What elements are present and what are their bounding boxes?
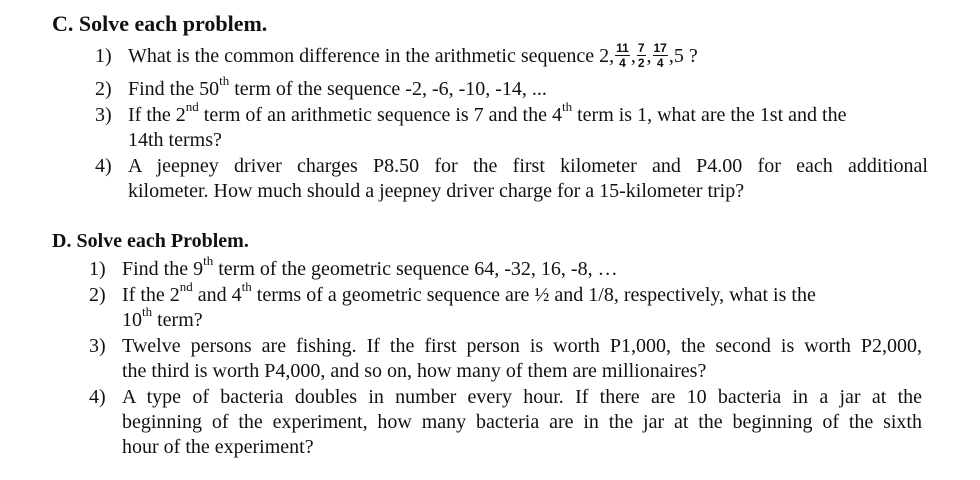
fraction [615, 42, 630, 69]
problem-text-segment: Find the 50 [128, 78, 220, 100]
problem-text [122, 385, 922, 460]
problem-text-line: Twelve persons are fishing. If the first person is worth P1,000, the second is worth P2,000, [122, 335, 922, 357]
problem-text-segment: What is the common difference in the arithmetic sequence 2, [128, 45, 615, 68]
fraction-numerator: 7 [637, 41, 645, 55]
problem-text-segment: term? [152, 309, 203, 331]
problem-text-segment: 14th terms? [128, 129, 222, 151]
problem-text [122, 279, 922, 333]
fraction [637, 42, 646, 69]
problem-number: 4) [95, 155, 112, 177]
problem-number: 3) [95, 104, 112, 126]
problem-text [128, 154, 928, 204]
problem-text-segment: ,5 ? [668, 45, 698, 68]
problem-d2 [89, 279, 922, 333]
problem-number: 2) [89, 284, 106, 306]
fraction-denominator: 4 [619, 56, 626, 70]
problem-text-segment: If the 2 [128, 104, 186, 126]
problem-text-segment: terms of a geometric sequence are ½ and 1/8, respectively, what is the [251, 284, 816, 306]
problem-number: 1) [95, 45, 112, 67]
fraction-numerator: 17 [653, 41, 667, 55]
ordinal-suffix: th [219, 73, 230, 89]
problem-text-line: hour of the experiment? [122, 436, 314, 458]
problem-text-line: beginning of the experiment, how many bacteria are in the jar at the beginning of the sixth [122, 411, 922, 433]
ordinal-suffix: th [241, 279, 252, 295]
ordinal-suffix: th [203, 253, 214, 269]
ordinal-suffix: th [142, 304, 153, 320]
problem-text [128, 41, 928, 71]
problem-number: 4) [89, 386, 106, 408]
problem-text-segment: term of an arithmetic sequence is 7 and the 4 [198, 104, 562, 126]
ordinal-suffix: nd [185, 99, 199, 115]
fraction-numerator: 11 [616, 41, 629, 55]
fraction [653, 42, 668, 69]
separator: , [630, 45, 636, 68]
problem-text [128, 73, 928, 102]
problem-c2 [95, 73, 928, 102]
problem-text [128, 99, 928, 153]
ordinal-suffix: th [561, 99, 573, 115]
section-d-title: D. Solve each Problem. [52, 230, 249, 252]
problem-text-segment: term of the geometric sequence 64, -32, 16, -8, … [213, 258, 618, 280]
problem-text-segment: 10 [122, 309, 142, 331]
problem-text-line: A jeepney driver charges P8.50 for the first kilometer and P4.00 for each additional [128, 155, 928, 177]
problem-number: 3) [89, 335, 106, 357]
problem-text-segment: Find the 9 [122, 258, 204, 280]
problem-text [122, 334, 922, 384]
problem-text-segment: If the 2 [122, 284, 180, 306]
problem-text-segment: term is 1, what are the 1st and the [572, 104, 847, 126]
ordinal-suffix: nd [179, 279, 193, 295]
problem-number: 1) [89, 258, 106, 280]
fraction-denominator: 4 [656, 56, 664, 70]
problem-d3 [89, 334, 922, 384]
problem-d4 [89, 385, 922, 460]
problem-c3 [95, 99, 928, 153]
problem-number: 2) [95, 78, 112, 100]
problem-text-line: the third is worth P4,000, and so on, how many of them are millionaires? [122, 360, 707, 382]
problem-text-segment: term of the sequence -2, -6, -10, -14, ... [229, 78, 547, 100]
section-c-title: C. Solve each problem. [52, 11, 268, 36]
problem-text-line: kilometer. How much should a jeepney driver charge for a 15-kilometer trip? [128, 180, 745, 202]
problem-text-segment: and 4 [192, 284, 242, 306]
separator: , [646, 45, 652, 68]
problem-d1 [89, 253, 922, 282]
fraction-denominator: 2 [637, 56, 645, 70]
problem-c4 [95, 154, 928, 204]
problem-text-line: A type of bacteria doubles in number every hour. If there are 10 bacteria in a jar at the [122, 386, 922, 408]
problem-c1 [95, 41, 928, 71]
